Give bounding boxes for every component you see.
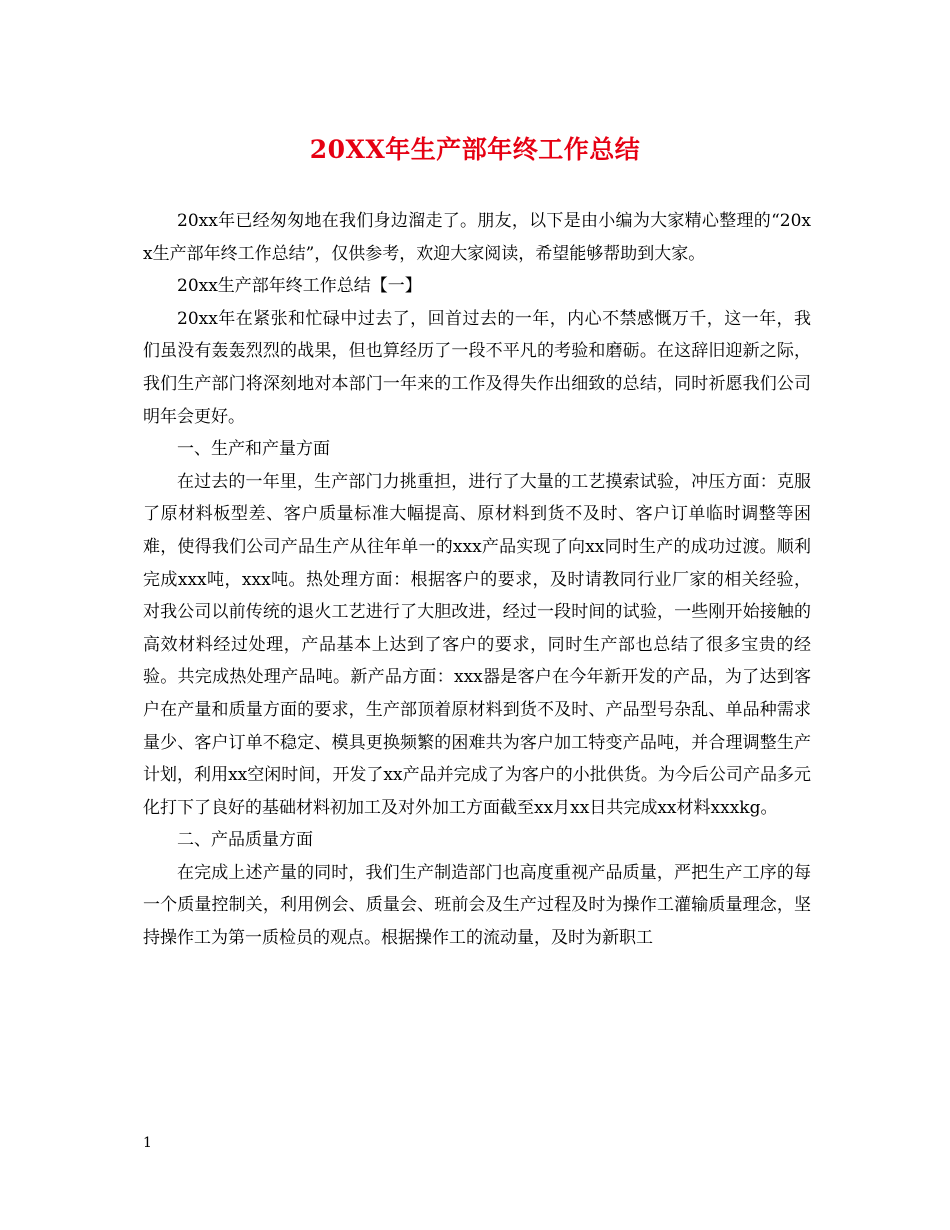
page-number: 1 <box>143 1135 152 1151</box>
document-body <box>143 205 811 955</box>
quality-paragraph: 在完成上述产量的同时，我们生产制造部门也高度重视产品质量，严把生产工序的每一个质量控制关，利用例会、质量会、班前会及生产过程及时为操作工灌输质量理念，坚持操作工为第一质检员的观点。根据操作工的流动量，及时为新职工 <box>143 862 811 949</box>
subheading-quality: 二、产品质量方面 <box>177 830 313 851</box>
document-title: 20XX年生产部年终工作总结 <box>309 135 641 164</box>
subheading-production: 一、生产和产量方面 <box>177 439 330 460</box>
production-paragraph: 在过去的一年里，生产部门力挑重担，进行了大量的工艺摸索试验，冲压方面：克服了原材料板型差、客户质量标准大幅提高、原材料到货不及时、客户订单临时调整等困难，使得我们公司产品生产从往年单一的xxx产品实现了向xx同时生产的成功过渡。顺利完成xxx吨，xxx吨。热处理方面：根据客户的要求，及时请教同行业厂家的相关经验，对我公司以前传统的退火工艺进行了大胆改进，经过一段时间的试验，一些刚开始接触的高效材料经过处理，产品基本上达到了客户的要求，同时生产部也总结了很多宝贵的经验。共完成热处理产品吨。新产品方面：xxx器是客户在今年新开发的产品，为了达到客户在产量和质量方面的要求，生产部顶着原材料到货不及时、产品型号杂乱、单品种需求量少、客户订单不稳定、模具更换频繁的困难共为客户加工特变产品吨，并合理调整生产计划，利用xx空闲时间，开发了xx产品并完成了为客户的小批供货。为今后公司产品多元化打下了良好的基础材料初加工及对外加工方面截至xx月xx日共完成xx材料xxxkg。 <box>143 471 811 818</box>
section-heading-one: 20xx生产部年终工作总结【一】 <box>177 276 422 297</box>
opening-paragraph: 20xx年在紧张和忙碌中过去了，回首过去的一年，内心不禁感慨万千，这一年，我们虽没有轰轰烈烈的战果，但也算经历了一段不平凡的考验和磨砺。在这辞旧迎新之际，我们生产部门将深刻地对本部门一年来的工作及得失作出细致的总结，同时祈愿我们公司明年会更好。 <box>143 308 811 427</box>
intro-paragraph: 20xx年已经匆匆地在我们身边溜走了。朋友，以下是由小编为大家精心整理的“20xx生产部年终工作总结”，仅供参考，欢迎大家阅读，希望能够帮助到大家。 <box>143 211 811 264</box>
